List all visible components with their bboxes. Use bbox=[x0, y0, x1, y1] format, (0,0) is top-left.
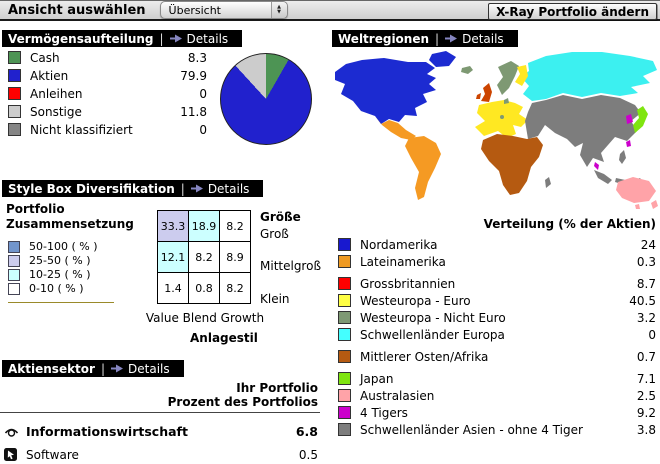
sector-col-header-line1: Ihr Portfolio bbox=[236, 381, 318, 395]
legend-value: 2.5 bbox=[636, 388, 656, 403]
legend-item bbox=[8, 105, 207, 118]
legend-value: 9.2 bbox=[636, 405, 656, 420]
map-region-scandinavia bbox=[497, 61, 519, 95]
map-region-australia bbox=[616, 177, 656, 203]
legend-item bbox=[338, 277, 656, 290]
region-group bbox=[338, 372, 656, 436]
legend-value: 0.7 bbox=[636, 349, 656, 364]
legend-item bbox=[8, 69, 207, 82]
separator: | bbox=[435, 31, 440, 46]
view-select-value: Übersicht bbox=[168, 3, 221, 17]
map-region-denmark bbox=[504, 98, 509, 104]
size-row-label-mid: Mittelgroß bbox=[260, 259, 322, 273]
legend-value: 0.3 bbox=[636, 254, 656, 269]
style-box-cell: 8.9 bbox=[220, 242, 251, 273]
legend-label: Westeuropa - Nicht Euro bbox=[360, 310, 506, 325]
section-title: Aktiensektor bbox=[8, 361, 95, 376]
style-box-details-link[interactable]: Details bbox=[207, 181, 250, 196]
legend-label: 10-25 ( % ) bbox=[29, 268, 91, 281]
size-row-label-small: Klein bbox=[260, 292, 290, 306]
color-swatch bbox=[8, 69, 21, 82]
color-swatch bbox=[8, 269, 20, 281]
color-swatch bbox=[338, 423, 351, 436]
legend-label: Cash bbox=[30, 50, 60, 65]
legend-label: Aktien bbox=[30, 68, 69, 83]
style-axis-label: Anlagestil bbox=[190, 331, 258, 345]
legend-item bbox=[338, 328, 656, 341]
map-region-taiwan bbox=[626, 140, 631, 147]
asset-allocation-details-link[interactable]: Details bbox=[186, 31, 229, 46]
details-arrow-icon bbox=[170, 34, 183, 43]
separator: | bbox=[180, 181, 185, 196]
legend-label: Grossbritannien bbox=[360, 276, 456, 291]
style-box-cell: 8.2 bbox=[189, 242, 220, 273]
size-axis-label: Größe bbox=[260, 210, 301, 224]
legend-item bbox=[8, 283, 148, 294]
legend-label: Australasien bbox=[360, 388, 435, 403]
world-map-svg bbox=[332, 50, 658, 216]
map-region-greenland bbox=[429, 51, 456, 67]
sector-rows bbox=[4, 420, 318, 464]
map-region-uk bbox=[481, 83, 492, 102]
legend-item bbox=[338, 406, 656, 419]
details-arrow-icon bbox=[445, 34, 458, 43]
world-map bbox=[332, 50, 658, 216]
color-swatch bbox=[338, 277, 351, 290]
legend-value: 11.8 bbox=[180, 104, 207, 119]
asset-allocation-pie-chart bbox=[220, 53, 312, 145]
eye-icon bbox=[4, 425, 20, 438]
legend-label: Schwellenländer Europa bbox=[360, 327, 505, 342]
legend-item bbox=[338, 389, 656, 402]
style-box-cell: 12.1 bbox=[158, 242, 189, 273]
legend-item bbox=[8, 241, 148, 252]
legend-item bbox=[338, 238, 656, 251]
legend-value: 7.1 bbox=[636, 371, 656, 386]
section-header-style-box bbox=[2, 180, 263, 197]
map-region-new-zealand bbox=[651, 200, 658, 209]
world-regions-details-link[interactable]: Details bbox=[462, 31, 504, 46]
color-swatch bbox=[8, 51, 21, 64]
section-title: Weltregionen bbox=[338, 31, 430, 46]
map-region-switzerland bbox=[500, 115, 504, 119]
size-row-label-large: Groß bbox=[260, 227, 289, 241]
legend-value: 3.2 bbox=[636, 310, 656, 325]
map-region-west-europe bbox=[475, 100, 528, 138]
map-region-madagascar bbox=[545, 177, 551, 188]
sector-col-header-line2: Prozent des Portfolios bbox=[167, 395, 318, 409]
legend-value: 79.9 bbox=[180, 68, 207, 83]
asset-allocation-legend bbox=[8, 51, 207, 141]
legend-underline bbox=[8, 302, 114, 303]
region-group bbox=[338, 238, 656, 268]
color-swatch bbox=[8, 255, 20, 267]
sector-row bbox=[4, 420, 318, 443]
legend-label: 50-100 ( % ) bbox=[29, 240, 98, 253]
legend-item bbox=[338, 372, 656, 385]
sector-label: Informationswirtschaft bbox=[26, 424, 188, 439]
legend-value: 0 bbox=[199, 86, 207, 101]
sector-row bbox=[4, 443, 318, 464]
legend-item bbox=[8, 51, 207, 64]
legend-label: Mittlerer Osten/Afrika bbox=[360, 349, 489, 364]
section-header-sector bbox=[2, 360, 184, 377]
legend-value: 3.8 bbox=[636, 422, 656, 437]
details-arrow-icon bbox=[111, 364, 124, 373]
legend-item bbox=[338, 255, 656, 268]
divider bbox=[0, 412, 320, 413]
legend-label: Anleihen bbox=[30, 86, 83, 101]
map-region-iceland bbox=[461, 66, 473, 74]
legend-label: 0-10 ( % ) bbox=[29, 282, 84, 295]
map-region-north-america bbox=[335, 58, 436, 124]
color-swatch bbox=[338, 350, 351, 363]
legend-value: 24 bbox=[640, 237, 656, 252]
color-swatch bbox=[8, 87, 21, 100]
legend-item bbox=[338, 311, 656, 324]
color-swatch bbox=[338, 311, 351, 324]
color-swatch bbox=[8, 123, 21, 136]
legend-item bbox=[8, 123, 207, 136]
world-regions-legend bbox=[338, 238, 656, 445]
region-group bbox=[338, 277, 656, 341]
color-swatch bbox=[338, 328, 351, 341]
legend-label: Nicht klassifiziert bbox=[30, 122, 133, 137]
color-swatch bbox=[8, 105, 21, 118]
style-box-cell: 18.9 bbox=[189, 211, 220, 242]
legend-label: Westeuropa - Euro bbox=[360, 293, 471, 308]
color-swatch bbox=[338, 372, 351, 385]
legend-item bbox=[338, 350, 656, 363]
style-box-grid bbox=[157, 210, 251, 304]
portfolio-composition-title: Portfolio Zusammensetzung bbox=[6, 202, 134, 231]
style-box-cell: 8.2 bbox=[220, 273, 251, 304]
legend-item bbox=[8, 87, 207, 100]
separator: | bbox=[100, 361, 106, 376]
legend-label: Schwellenländer Asien - ohne 4 Tiger bbox=[360, 422, 583, 437]
legend-item bbox=[8, 269, 148, 280]
legend-item bbox=[8, 255, 148, 266]
map-region-philippines bbox=[619, 150, 626, 164]
section-header-world-regions bbox=[332, 30, 518, 47]
map-region-russia-east-europe bbox=[521, 52, 657, 101]
cursor-box-icon bbox=[4, 448, 20, 461]
style-box-cell: 33.3 bbox=[158, 211, 189, 242]
legend-item bbox=[338, 423, 656, 436]
sector-details-link[interactable]: Details bbox=[128, 361, 170, 376]
map-region-ireland bbox=[476, 93, 481, 99]
view-select-label: Ansicht auswählen bbox=[8, 2, 146, 18]
style-box-cell: 1.4 bbox=[158, 273, 189, 304]
section-title: Style Box Diversifikation bbox=[8, 181, 175, 196]
color-swatch bbox=[8, 283, 20, 295]
map-region-tasmania bbox=[635, 204, 640, 209]
style-box-cell: 8.2 bbox=[220, 211, 251, 242]
section-title: Vermögensaufteilung bbox=[8, 31, 154, 46]
details-arrow-icon bbox=[191, 184, 204, 193]
style-column-labels: Value Blend Growth bbox=[145, 311, 265, 325]
color-swatch bbox=[8, 241, 20, 253]
legend-value: 8.7 bbox=[636, 276, 656, 291]
sector-label: Software bbox=[26, 447, 79, 462]
legend-label: Sonstige bbox=[30, 104, 82, 119]
select-stepper-icon: ▲ ▼ bbox=[271, 2, 287, 18]
map-region-south-america bbox=[405, 136, 441, 200]
legend-label: 4 Tigers bbox=[360, 405, 408, 420]
legend-value: 0 bbox=[199, 122, 207, 137]
sector-column-header bbox=[0, 381, 318, 409]
legend-value: 8.3 bbox=[187, 50, 207, 65]
color-swatch bbox=[338, 389, 351, 402]
toolbar bbox=[0, 0, 660, 21]
view-select[interactable] bbox=[160, 1, 288, 19]
style-box-cell: 0.8 bbox=[189, 273, 220, 304]
color-swatch bbox=[338, 406, 351, 419]
map-region-malaysia bbox=[594, 162, 599, 170]
color-swatch bbox=[338, 255, 351, 268]
color-swatch bbox=[338, 238, 351, 251]
section-header-asset-allocation bbox=[2, 30, 242, 47]
legend-item bbox=[338, 294, 656, 307]
sector-value: 0.5 bbox=[298, 447, 318, 462]
legend-value: 40.5 bbox=[629, 293, 656, 308]
legend-value: 0 bbox=[648, 327, 656, 342]
region-group bbox=[338, 350, 656, 363]
legend-label: Lateinamerika bbox=[360, 254, 446, 269]
legend-label: 25-50 ( % ) bbox=[29, 254, 91, 267]
map-region-africa bbox=[481, 134, 543, 195]
legend-label: Japan bbox=[360, 371, 394, 386]
xray-change-button[interactable]: X-Ray Portfolio ändern bbox=[488, 3, 657, 20]
map-region-southeast-asia bbox=[594, 170, 612, 184]
color-swatch bbox=[338, 294, 351, 307]
distribution-header: Verteilung (% der Aktien) bbox=[483, 217, 656, 231]
legend-label: Nordamerika bbox=[360, 237, 438, 252]
sector-value: 6.8 bbox=[295, 424, 318, 439]
separator: | bbox=[159, 31, 164, 46]
style-box-legend bbox=[8, 241, 148, 297]
